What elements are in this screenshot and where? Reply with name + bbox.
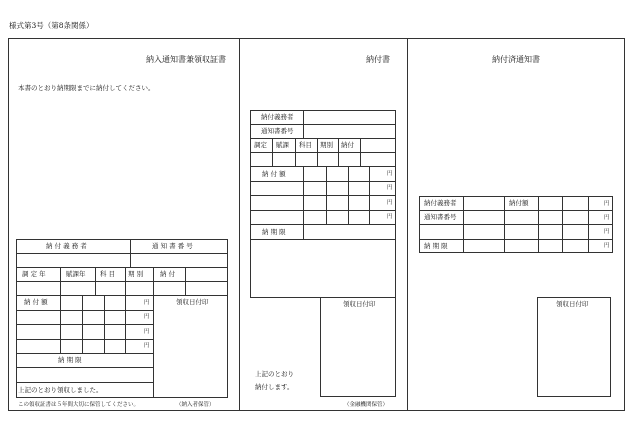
form-caption: 様式第3号（第8条関係） [9, 21, 94, 30]
receipt-notice-text: 本書のとおり納期限までに納付してください。 [18, 84, 155, 92]
paid-notice-stamp-label: 領収日付印 [556, 300, 589, 308]
paid-notice-stamp-box [537, 297, 611, 397]
slip-period-label: 期別 [320, 141, 333, 149]
slip-paid-text: 納付します。 [255, 383, 294, 391]
slip-subject-label: 科目 [299, 141, 312, 149]
slip-yen-4: 円 [387, 214, 393, 220]
slip-title: 納付書 [366, 55, 390, 64]
paid-notice-yen-2: 円 [604, 215, 610, 221]
slip-payer-label: 納付義務者 [261, 113, 294, 121]
receipt-yen-2: 円 [144, 314, 150, 320]
receipt-assess-year-label: 調 定 年 [22, 270, 46, 278]
slip-amount-label: 納 付 額 [262, 170, 286, 178]
receipt-notice-no-label: 通 知 書 番 号 [152, 242, 193, 250]
paid-notice-payer-label: 納付義務者 [424, 199, 457, 207]
receipt-stamp-label: 領収日付印 [176, 298, 209, 306]
paid-notice-notice-no-label: 通知書番号 [424, 213, 457, 221]
receipt-amount-label: 納 付 額 [24, 298, 48, 306]
slip-keeper: （金融機関保管） [344, 402, 389, 408]
receipt-subject-label: 科 目 [100, 270, 116, 278]
slip-due-label: 納 期 限 [262, 228, 286, 236]
paid-notice-title: 納付済通知書 [492, 55, 540, 64]
receipt-keep-note: この領収証書は５年間大切に保管してください。 [18, 402, 140, 408]
receipt-due-label: 納 期 限 [58, 356, 82, 364]
paid-notice-yen-4: 円 [604, 243, 610, 249]
slip-payment-label: 納付 [341, 141, 354, 149]
receipt-payer-label: 納 付 義 務 者 [46, 242, 87, 250]
slip-yen-1: 円 [387, 171, 393, 177]
slip-as-above-text: 上記のとおり [255, 370, 294, 378]
receipt-yen-1: 円 [144, 300, 150, 306]
slip-yen-3: 円 [387, 200, 393, 206]
slip-stamp-label: 領収日付印 [343, 300, 376, 308]
paid-notice-amount-label: 納付額 [509, 199, 529, 207]
receipt-period-label: 期 別 [128, 270, 144, 278]
slip-yen-2: 円 [387, 185, 393, 191]
slip-notice-no-label: 通知書番号 [261, 127, 294, 135]
receipt-payment-label: 納 付 [160, 270, 176, 278]
receipt-title: 納入通知書兼領収証書 [146, 55, 226, 64]
paid-notice-yen-3: 円 [604, 229, 610, 235]
receipt-keeper: （納入者保管） [176, 402, 215, 408]
slip-tax-year-label: 賦課 [276, 141, 289, 149]
receipt-yen-3: 円 [144, 329, 150, 335]
receipt-received-text: 上記のとおり領収しました。 [18, 386, 103, 394]
slip-stamp-box [320, 297, 396, 397]
paid-notice-due-label: 納 期 限 [424, 242, 448, 250]
panel-divider-2 [407, 38, 408, 411]
receipt-yen-4: 円 [144, 343, 150, 349]
slip-assess-label: 調定 [254, 141, 267, 149]
paid-notice-yen-1: 円 [604, 201, 610, 207]
receipt-table [16, 239, 228, 398]
panel-divider-1 [239, 38, 240, 411]
receipt-tax-year-label: 賦課年 [66, 270, 86, 278]
